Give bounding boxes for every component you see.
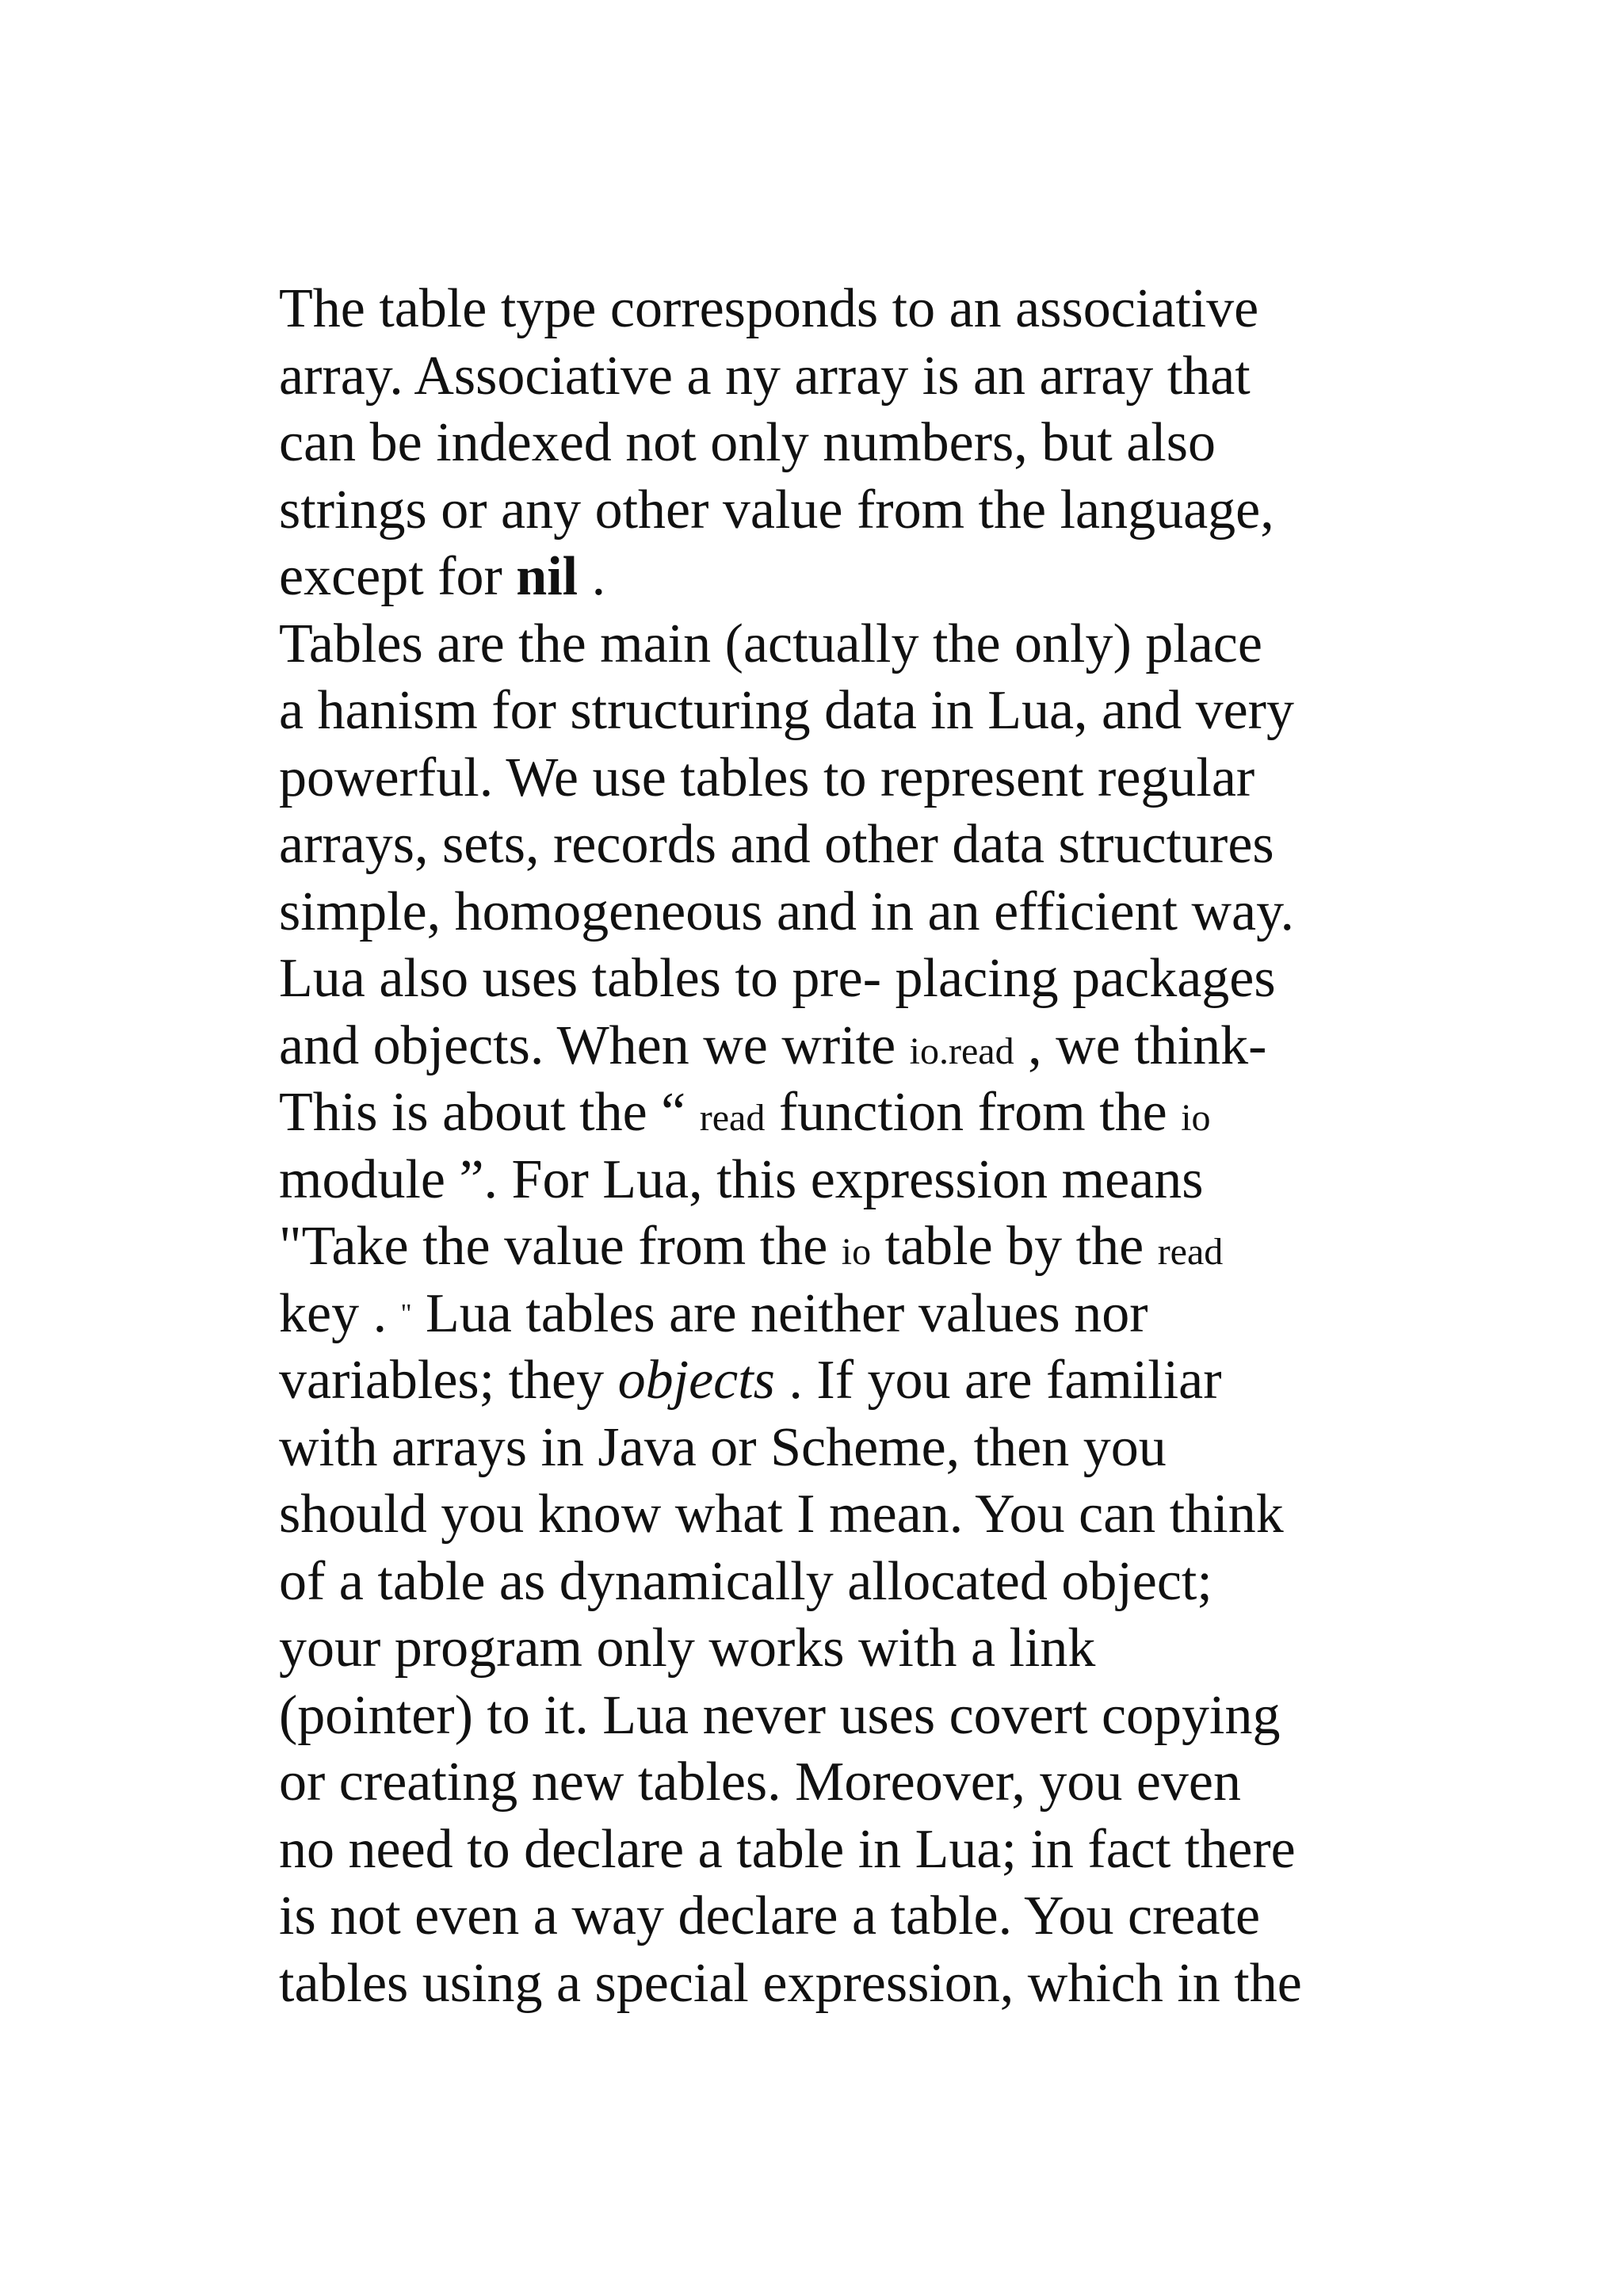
text-line: (pointer) to it. Lua never uses covert copying xyxy=(279,1684,1281,1746)
code-io: io xyxy=(1181,1097,1211,1139)
text-line: arrays, sets, records and other data structures xyxy=(279,814,1274,875)
text-line: no need to declare a table in Lua; in fact there xyxy=(279,1818,1296,1880)
small-quote-mark: " xyxy=(400,1298,412,1328)
text-line: simple, homogeneous and in an efficient way. xyxy=(279,881,1295,942)
code-io-read: io.read xyxy=(909,1030,1014,1072)
text-line: or creating new tables. Moreover, you even xyxy=(279,1752,1241,1813)
text-line: The table type corresponds to an associative xyxy=(279,278,1259,339)
text-line: "Take the value from the io table by the read xyxy=(279,1216,1224,1277)
keyword-nil: nil xyxy=(516,546,579,607)
text-line: is not even a way declare a table. You create xyxy=(279,1885,1261,1946)
code-read: read xyxy=(1157,1231,1224,1273)
text-line: This is about the “ read function from the io xyxy=(279,1082,1211,1143)
text-line: and objects. When we write io.read , we think- xyxy=(279,1014,1267,1076)
code-io: io xyxy=(841,1231,872,1273)
text-line: variables; they objects . If you are familiar xyxy=(279,1350,1222,1411)
emphasis-objects: objects xyxy=(617,1350,775,1411)
text-line: of a table as dynamically allocated object; xyxy=(279,1550,1212,1612)
text-line: key . " Lua tables are neither values nor xyxy=(279,1282,1148,1344)
text-line: can be indexed not only numbers, but also xyxy=(279,412,1216,473)
text-line: powerful. We use tables to represent regular xyxy=(279,747,1255,808)
text-line: should you know what I mean. You can think xyxy=(279,1484,1284,1545)
text-line: strings or any other value from the language, xyxy=(279,479,1274,541)
text-line: your program only works with a link xyxy=(279,1618,1096,1679)
text-line: tables using a special expression, which in the xyxy=(279,1952,1302,2014)
text-line: except for nil . xyxy=(279,546,606,607)
text-line: module ”. For Lua, this expression means xyxy=(279,1148,1204,1210)
body-text xyxy=(279,276,1428,2017)
code-read: read xyxy=(699,1097,766,1139)
text-line: Lua also uses tables to pre- placing packages xyxy=(279,948,1276,1009)
text-line: array. Associative a ny array is an array that xyxy=(279,345,1251,407)
text-line: a hanism for structuring data in Lua, and very xyxy=(279,680,1294,741)
text-line: Tables are the main (actually the only) place xyxy=(279,613,1262,674)
text-line: with arrays in Java or Scheme, then you xyxy=(279,1416,1167,1478)
